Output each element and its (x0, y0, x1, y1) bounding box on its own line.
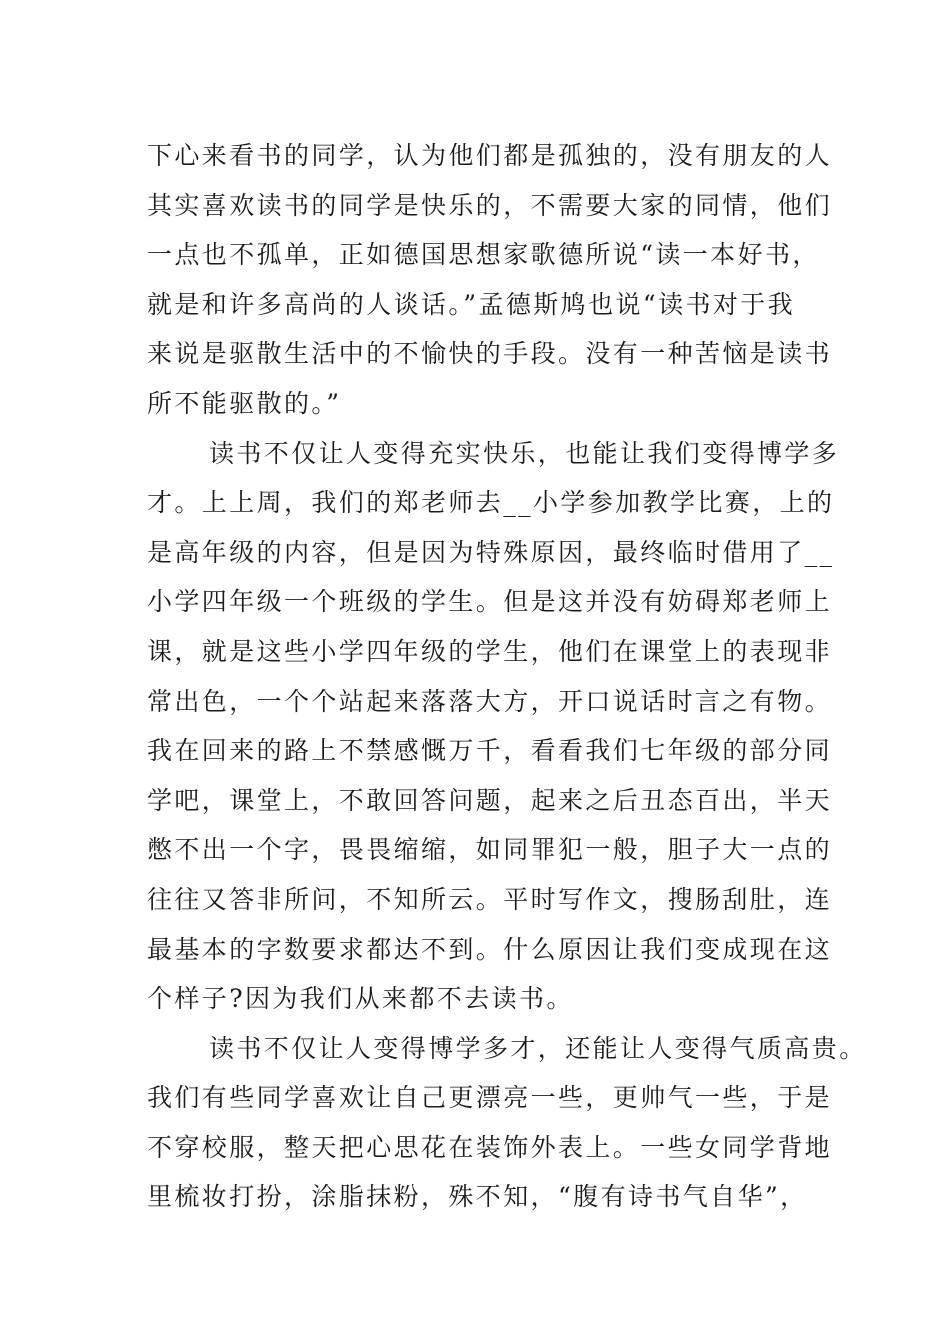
text-line: 来说是驱散生活中的不愉快的手段。没有一种苦恼是读书 (147, 339, 833, 369)
text-line: 个样子?因为我们从来都不去读书。 (147, 984, 574, 1014)
text-line: 是高年级的内容，但是因为特殊原因，最终临时借用了__ (147, 537, 835, 567)
text-line: 一点也不孤单，正如德国思想家歌德所说“读一本好书， (147, 240, 820, 270)
text-line: 我们有些同学喜欢让自己更漂亮一些，更帅气一些，于是 (147, 1083, 833, 1113)
text-line: 憋不出一个字，畏畏缩缩，如同罪犯一般，胆子大一点的 (147, 835, 833, 865)
text-line: 所不能驱散的。” (147, 388, 342, 418)
text-line: 课，就是这些小学四年级的学生，他们在课堂上的表现非 (147, 636, 833, 666)
text-line: 下心来看书的同学，认为他们都是孤独的，没有朋友的人 (147, 141, 833, 170)
text-line: 学吧，课堂上，不敢回答问题，起来之后丑态百出，半天 (147, 785, 833, 815)
text-line: 就是和许多高尚的人谈话。”孟德斯鸠也说“读书对于我 (147, 289, 796, 319)
text-line: 不穿校服，整天把心思花在装饰外表上。一些女同学背地 (147, 1132, 833, 1162)
text-line: 常出色，一个个站起来落落大方，开口说话时言之有物。 (147, 686, 833, 716)
text-line: 我在回来的路上不禁感慨万千，看看我们七年级的部分同 (147, 736, 833, 766)
document-body (147, 131, 867, 1222)
text-line: 往往又答非所问，不知所云。平时写作文，搜肠刮肚，连 (147, 884, 833, 914)
text-line: 才。上上周，我们的郑老师去__小学参加教学比赛，上的 (147, 488, 835, 518)
paragraph-first-line: 读书不仅让人变得充实快乐，也能让我们变得博学多 (209, 438, 840, 468)
text-line: 里梳妆打扮，涂脂抹粉，殊不知，“腹有诗书气自华”， (147, 1182, 808, 1212)
text-line: 最基本的字数要求都达不到。什么原因让我们变成现在这 (147, 934, 833, 964)
text-line: 小学四年级一个班级的学生。但是这并没有妨碍郑老师上 (147, 587, 833, 617)
text-line: 其实喜欢读书的同学是快乐的，不需要大家的同情，他们 (147, 190, 833, 220)
paragraph-first-line: 读书不仅让人变得博学多才，还能让人变得气质高贵。 (209, 1033, 867, 1063)
